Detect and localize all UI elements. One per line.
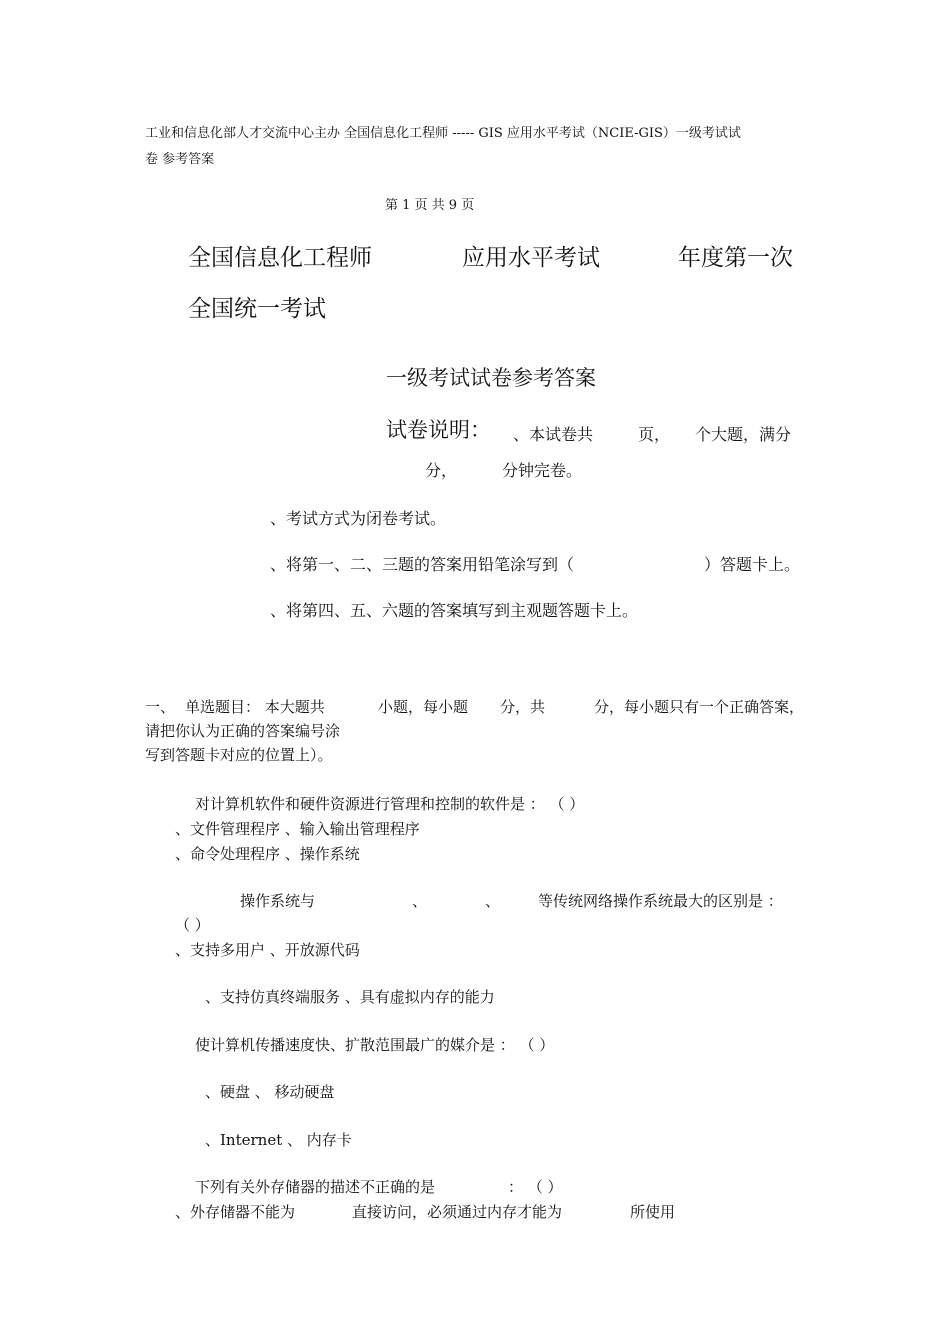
- header-line-1: 工业和信息化部人才交流中心主办 全国信息化工程师 ----- GIS 应用水平考试（NCIE-GIS）一级考试试: [145, 126, 741, 141]
- question-3-options-2-a: 、Internet: [205, 1131, 283, 1149]
- question-1-stem: 对计算机软件和硬件资源进行管理和控制的软件是 ： （ ）: [195, 795, 585, 813]
- instructions-label: 试卷说明：: [386, 418, 491, 442]
- section-1-text-c: 分，共: [500, 698, 546, 716]
- section-1-text-a: 单选题目： 本大题共: [185, 698, 325, 716]
- subtitle: 一级考试试卷参考答案: [386, 366, 596, 390]
- section-1-text-b: 小题，每小题: [378, 698, 469, 716]
- question-2-paren: （ ）: [175, 916, 210, 934]
- question-3-stem: 使计算机传播速度快、扩散范围最广的媒介是 ： （ ）: [195, 1036, 555, 1054]
- page-number: 第 1 页 共 9 页: [385, 198, 475, 213]
- instruction-1-b: 页，: [638, 425, 671, 444]
- question-4-options-1-a: 、外存储器不能为: [175, 1203, 296, 1221]
- question-3-options-1: 、硬盘 、 移动硬盘: [205, 1083, 335, 1101]
- instruction-2: 、考试方式为闭卷考试。: [270, 509, 447, 528]
- question-4-stem-a: 下列有关外存储器的描述不正确的是: [195, 1178, 436, 1196]
- section-1-number: 一、: [145, 698, 176, 716]
- instruction-1-c: 个大题，满分: [695, 425, 792, 444]
- question-1-options-2: 、命令处理程序 、操作系统: [175, 845, 360, 863]
- section-1-text-d: 分，每小题只有一个正确答案，: [594, 698, 805, 716]
- question-2-stem-d: 等传统网络操作系统最大的区别是 ：: [538, 892, 783, 910]
- section-1-line-2: 请把你认为正确的答案编号涂: [145, 722, 341, 740]
- header-line-2: 卷 参考答案: [145, 152, 215, 167]
- title-part-1: 全国信息化工程师: [188, 245, 372, 271]
- question-1-options-1: 、文件管理程序 、输入输出管理程序: [175, 820, 420, 838]
- title-part-4: 全国统一考试: [188, 296, 326, 322]
- question-3-options-2-b: 、 内存卡: [287, 1131, 352, 1149]
- title-part-3: 年度第一次: [678, 245, 793, 271]
- instruction-1-e: 分钟完卷。: [502, 461, 583, 480]
- question-2-stem-c: 、: [485, 892, 501, 910]
- question-4-options-1-c: 所使用: [630, 1203, 676, 1221]
- section-1-line-3: 写到答题卡对应的位置上）。: [145, 746, 333, 764]
- title-part-2: 应用水平考试: [462, 245, 600, 271]
- question-4-options-1-b: 直接访问，必须通过内存才能为: [352, 1203, 563, 1221]
- question-2-options-1: 、支持多用户 、开放源代码: [175, 941, 360, 959]
- question-4-stem-b: ： （ ）: [508, 1178, 563, 1196]
- instruction-3-a: 、将第一、二、三题的答案用铅笔涂写到（: [270, 555, 575, 574]
- instruction-1-d: 分，: [425, 461, 458, 480]
- question-2-options-2: 、支持仿真终端服务 、具有虚拟内存的能力: [205, 988, 495, 1006]
- question-2-stem-b: 、: [412, 892, 428, 910]
- instruction-4: 、将第四、五、六题的答案填写到主观题答题卡上。: [270, 601, 639, 620]
- instruction-1-a: 、本试卷共: [513, 425, 594, 444]
- instruction-3-b: ）答题卡上。: [704, 555, 801, 574]
- question-2-stem-a: 操作系统与: [240, 892, 316, 910]
